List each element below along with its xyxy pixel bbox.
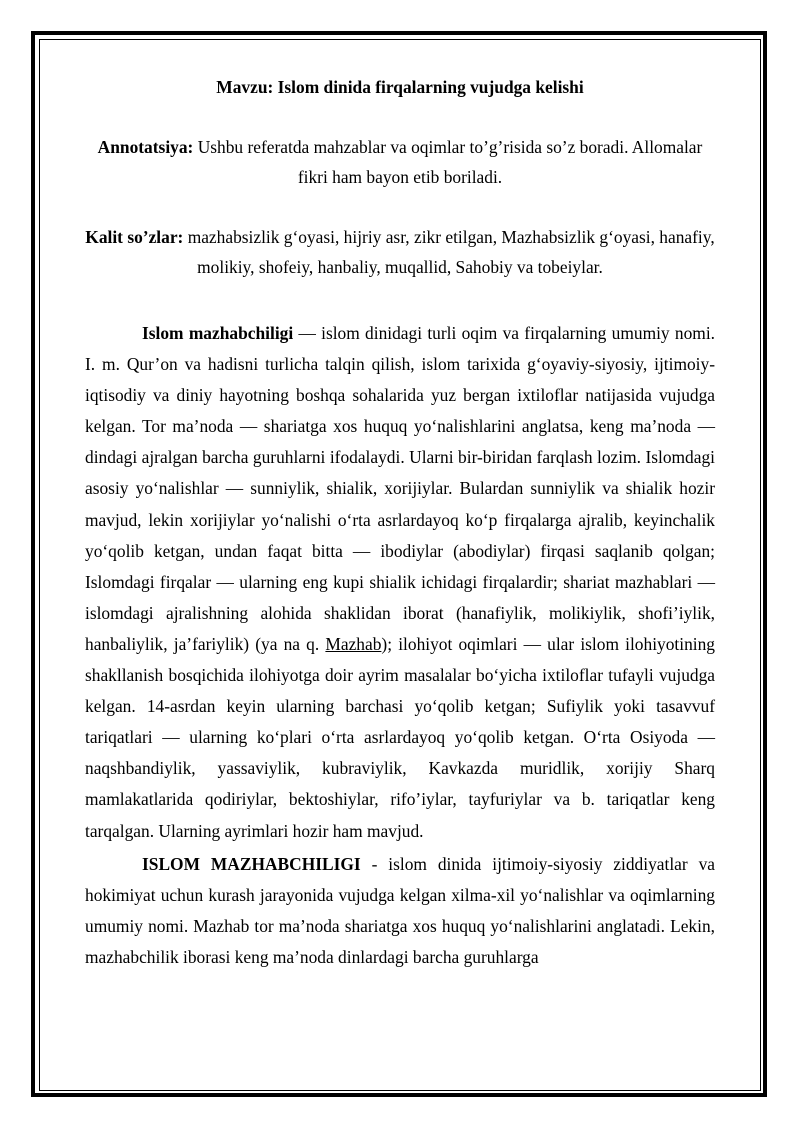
paragraph-1 xyxy=(85,318,715,847)
document-title: Mavzu: Islom dinida firqalarning vujudga kelishi xyxy=(216,77,584,97)
annotation-text: Ushbu referatda mahzablar va oqimlar to’g’risida so’z boradi. Allomalar fikri ham bayon etib boriladi. xyxy=(193,137,703,187)
paragraph-2 xyxy=(85,849,715,973)
annotation xyxy=(85,132,715,192)
document-body xyxy=(85,72,715,973)
mazhab-link[interactable]: Mazhab xyxy=(325,633,382,654)
paragraph-1-text: — islom dinidagi turli oqim va firqalarning umumiy nomi. I. m. Qur’on va hadisni turlicha talqin qilish, islom tarixida g‘oyaviy-siyosiy, ijtimoiy-iqtisodiy va diniy hayotning boshqa sohalarida yuz bergan ixtiloflar natijasida vujudga kelgan. Tor ma’noda — shariatga xos huquq yo‘nalishlarini anglatsa, keng ma’noda — dindagi ajralgan barcha guruhlarni ifodalaydi. Ularni bir-biridan farqlash lozim. Islomdagi asosiy yo‘nalishlar — sunniylik, shialik, xorijiylar. Bulardan sunniylik va shialik hozir mavjud, lekin xorijiylar yo‘nalishi o‘rta asrlardayoq ko‘p firqalarga ajralib, keyinchalik yo‘qolib ketgan, undan faqat bitta — ibodiylar (abodiylar) firqasi saqlanib qolgan; Islomdagi firqalar — ularning eng kupi shialik ichidagi firqalardir; shariat mazhablari — islomdagi ajralishning alohida shaklidan iborat (hanafiylik, molikiylik, shofi’iylik, hanbaliylik, ja’fariylik) (ya na q. xyxy=(85,323,715,654)
paragraph-1-lead: Islom mazhabchiligi xyxy=(142,323,294,343)
paragraph-2-text: - islom dinida ijtimoiy-siyosiy ziddiyatlar va hokimiyat uchun kurash jarayonida vujudga kelgan xilma-xil yo‘nalishlar va oqimlarning umumiy nomi. Mazhab tor ma’noda shariatga xos huquq yo‘nalishlarini anglatadi. Lekin, mazhabchilik iborasi keng ma’noda dinlardagi barcha guruhlarga xyxy=(85,853,715,967)
keywords-label: Kalit so’zlar: xyxy=(85,227,184,247)
annotation-label: Annotatsiya: xyxy=(97,137,194,157)
keywords-text: mazhabsizlik g‘oyasi, hijriy asr, zikr etilgan, Mazhabsizlik g‘oyasi, hanafiy, molikiy, shofeiy, hanbaliy, muqallid, Sahobiy va tobeiylar. xyxy=(183,227,715,277)
paragraph-1-text-continued: ); ilohiyot oqimlari — ular islom ilohiyotining shakllanish bosqichida ilohiyotga doir ayrim masalalar bo‘yicha ixtiloflar tufayli vujudga kelgan. 14-asrdan keyin ularning barchasi yo‘qolib ketgan; Sufiylik yoki tasavvuf tariqatlari — ularning ko‘plari o‘rta asrlardayoq yo‘qolib ketgan. O‘rta Osiyoda — naqshbandiylik, yassaviylik, kubraviylik, Kavkazda muridlik, xorijiy Sharq mamlakatlarida qodiriylar, bektoshiylar, rifo’iylar, tayfuriylar va b. tariqatlar keng tarqalgan. Ularning ayrimlari hozir ham mavjud. xyxy=(85,633,716,841)
paragraph-2-lead: ISLOM MAZHABCHILIGI xyxy=(142,853,361,874)
keywords xyxy=(85,222,715,282)
